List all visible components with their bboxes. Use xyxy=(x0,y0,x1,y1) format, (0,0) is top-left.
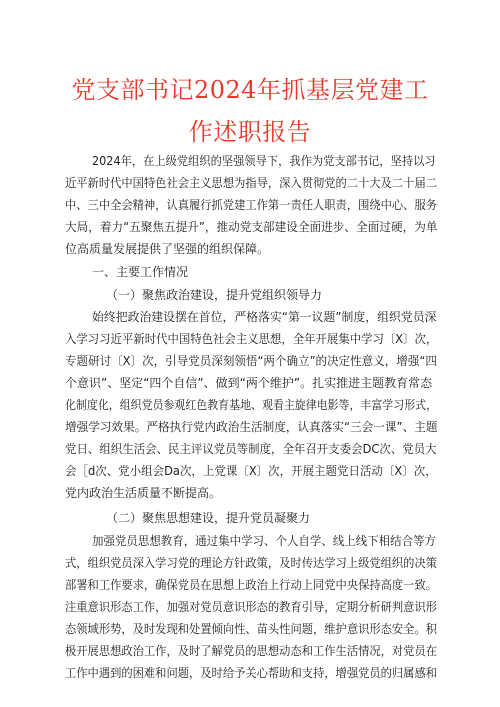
intro-text: 2024年，在上级党组织的坚强领导下，我作为党支部书记，坚持以习 xyxy=(92,154,436,168)
intro-line xyxy=(0,194,500,216)
paragraph-line xyxy=(0,416,500,438)
paragraph-line xyxy=(0,328,500,350)
paragraph-line xyxy=(0,552,500,574)
intro-line xyxy=(0,216,500,238)
paragraph-line xyxy=(0,574,500,596)
section-heading-text: 一、主要工作情况 xyxy=(92,265,189,279)
subsection-heading-text: （一）聚焦政治建设，提升党组织领导力 xyxy=(106,288,323,302)
paragraph-text: 极开展思想政治工作，及时了解党员的思想动态和工作生活情况，对党员在 xyxy=(65,644,438,658)
paragraph-text: 部署和工作要求，确保党员在思想上政治上行动上同党中央保持高度一致。 xyxy=(65,578,438,592)
paragraph-text: 化制度化，组织党员参观红色教育基地、观看主旋律电影等，丰富学习形式， xyxy=(65,398,438,412)
paragraph-line xyxy=(0,306,500,328)
intro-text: 大局，着力“五聚焦五提升”，推动党支部建设全面进步、全面过硬，为单 xyxy=(65,220,438,234)
paragraph-text: 态领域形势，及时发现和处置倾向性、苗头性问题，维护意识形态安全。积 xyxy=(65,622,438,636)
paragraph-line xyxy=(0,350,500,372)
paragraph-text: 个意识”、坚定“四个自信”、做到“两个维护”。扎实推进主题教育常态 xyxy=(65,376,433,390)
paragraph-line xyxy=(0,460,500,482)
document-title-line-1: 党支部书记2024年抓基层党建工 xyxy=(71,76,429,104)
paragraph-text: 工作中遇到的困难和问题，及时给予关心帮助和支持，增强党员的归属感和 xyxy=(65,666,438,680)
paragraph-text: 专题研讨〔X〕次，引导党员深刻领悟“两个确立”的决定性意义，增强“四 xyxy=(65,354,437,368)
subsection-heading-text: （二）聚焦思想建设，提升党员凝聚力 xyxy=(106,511,311,525)
paragraph-text: 党内政治生活质量不断提高。 xyxy=(65,486,222,500)
intro-line xyxy=(0,238,500,260)
paragraph-line xyxy=(0,618,500,640)
paragraph-text: 增强学习效果。严格执行党内政治生活制度，认真落实“三会一课”、主题 xyxy=(65,420,438,434)
paragraph-line xyxy=(0,640,500,662)
intro-text: 位高质量发展提供了坚强的组织保障。 xyxy=(65,242,270,256)
paragraph-text: 式，组织党员深入学习党的理论方针政策，及时传达学习上级党组织的决策 xyxy=(65,556,438,570)
document-title-line-2: 作述职报告 xyxy=(188,118,312,146)
paragraph-text: 会［d次、党小组会Da次，上党课〔X〕次，开展主题党日活动〔X〕次， xyxy=(65,464,437,478)
subsection-heading-2 xyxy=(0,507,500,529)
intro-line xyxy=(0,172,500,194)
subsection-heading-1 xyxy=(0,284,500,306)
intro-line xyxy=(0,150,500,172)
section-heading xyxy=(0,261,500,283)
paragraph-text: 入学习习近平新时代中国特色社会主义思想，全年开展集中学习〔X〕次， xyxy=(65,332,438,346)
paragraph-line xyxy=(0,372,500,394)
paragraph-text: 始终把政治建设摆在首位，严格落实“第一议题”制度，组织党员深 xyxy=(92,310,437,324)
paragraph-line xyxy=(0,482,500,504)
paragraph-line xyxy=(0,438,500,460)
paragraph-line xyxy=(0,394,500,416)
paragraph-text: 党日、组织生活会、民主评议党员等制度，全年召开支委会DC次、党员大 xyxy=(65,442,437,456)
intro-text: 中、三中全会精神，认真履行抓党建工作第一责任人职责，围绕中心、服务 xyxy=(65,198,438,212)
intro-text: 近平新时代中国特色社会主义思想为指导，深入贯彻党的二十大及二十届二 xyxy=(65,176,438,190)
paragraph-text: 加强党员思想教育，通过集中学习、个人自学、线上线下相结合等方 xyxy=(92,534,437,548)
paragraph-line xyxy=(0,530,500,552)
paragraph-line xyxy=(0,662,500,684)
paragraph-text: 注重意识形态工作，加强对党员意识形态的教育引导，定期分析研判意识形 xyxy=(65,600,438,614)
paragraph-line xyxy=(0,596,500,618)
